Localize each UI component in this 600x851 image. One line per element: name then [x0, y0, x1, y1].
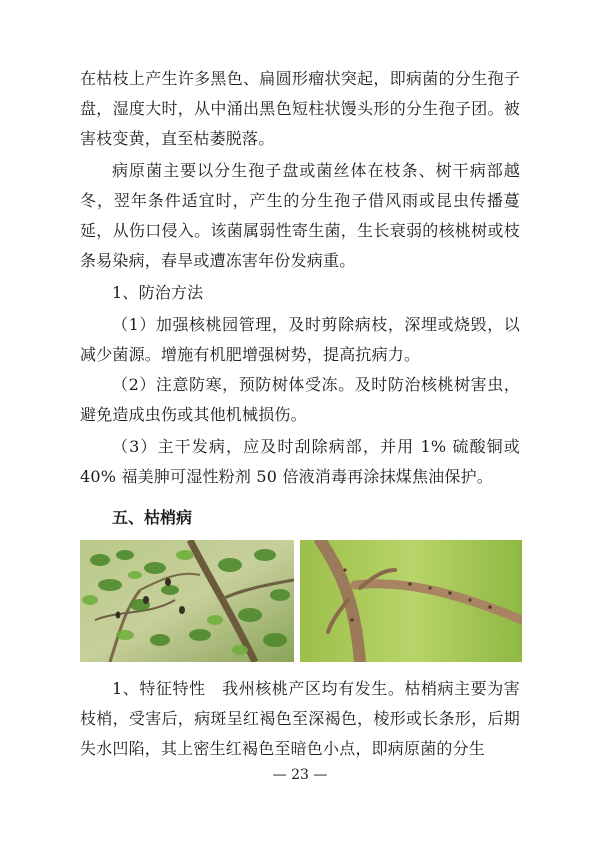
paragraph-control-method-3: （3）主干发病，应及时刮除病部，并用 1% 硫酸铜或 40% 福美胂可湿性粉剂 50 倍液消毒再涂抹煤焦油保护。: [80, 437, 520, 486]
photo-walnut-tree-foliage: [80, 540, 294, 662]
photo-row: [80, 540, 522, 662]
page-number: — 23 —: [272, 767, 328, 783]
section-heading-twig-blight: 五、枯梢病: [112, 508, 193, 527]
photo-diseased-twig: [300, 540, 522, 662]
paragraph-control-methods-heading: 1、防治方法: [112, 283, 204, 302]
paragraph-control-method-2: （2）注意防寒，预防树体受冻。及时防治核桃树害虫，避免造成虫伤或其他机械损伤。: [80, 375, 520, 424]
paragraph-characteristics: 1、特征特性 我州核桃产区均有发生。枯梢病主要为害枝梢，受害后，病斑呈红褐色至深褐色，棱形或长条形，后期失水凹陷，其上密生红褐色至暗色小点，即病原菌的分生: [80, 679, 520, 758]
paragraph-control-method-1: （1）加强核桃园管理，及时剪除病枝，深埋或烧毁，以减少菌源。增施有机肥增强树势，提高抗病力。: [80, 315, 520, 364]
paragraph-symptoms-continued: 在枯枝上产生许多黑色、扁圆形瘤状突起，即病菌的分生孢子盘，湿度大时，从中涌出黑色短柱状馒头形的分生孢子团。被害枝变黄，直至枯萎脱落。: [80, 69, 520, 148]
paragraph-pathogen-overwintering: 病原菌主要以分生孢子盘或菌丝体在枝条、树干病部越冬，翌年条件适宜时，产生的分生孢子借风雨或昆虫传播蔓延，从伤口侵入。该菌属弱性寄生菌，生长衰弱的核桃树或枝条易染病，春旱或遭冻害年份发病重。: [80, 161, 520, 270]
